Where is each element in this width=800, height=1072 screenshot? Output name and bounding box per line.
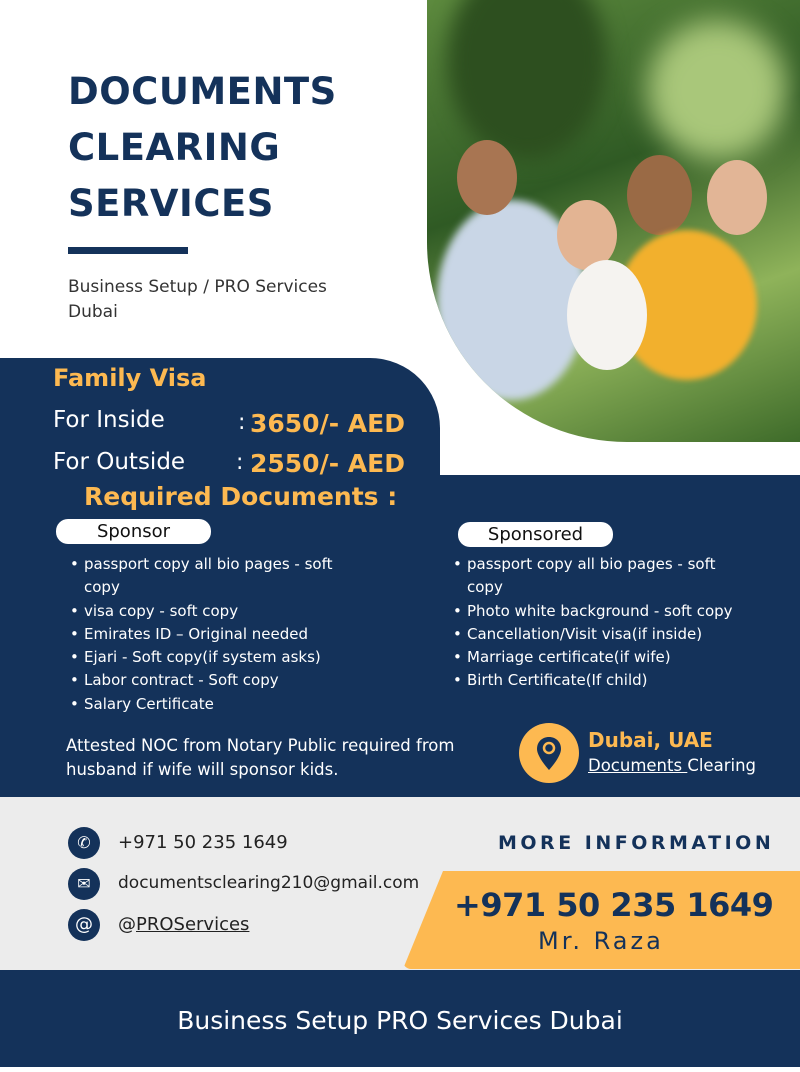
noc-note: Attested NOC from Notary Public required from husband if wife will sponsor kids. [66,736,455,779]
contact-handle[interactable] [118,914,249,935]
location-subtitle [588,756,756,775]
title-line: SERVICES [68,182,274,225]
phone-icon: ✆ [68,827,100,859]
list-item: • Photo white background - soft copy [449,600,749,623]
contact-email[interactable]: documentsclearing210@gmail.com [118,873,420,893]
location-pin-icon [519,723,579,783]
outside-price: 2550/- AED [250,449,405,478]
contact-phone[interactable]: +971 50 235 1649 [118,832,288,853]
documents-link[interactable]: Documents [588,756,688,775]
sponsor-label: Sponsor [56,519,211,544]
list-item: • Labor contract - Soft copy [66,669,356,692]
sponsored-label: Sponsored [458,522,613,547]
colon: : [236,450,244,475]
list-item: • Salary Certificate [66,693,356,716]
footer-text: Business Setup PRO Services Dubai [0,970,800,1067]
list-item: • Marriage certificate(if wife) [449,646,749,669]
sponsor-list [66,553,356,716]
location-rest: Clearing [687,756,756,775]
page-title [68,64,337,232]
list-item: • Birth Certificate(If child) [449,669,749,692]
list-item: • Cancellation/Visit visa(if inside) [449,623,749,646]
big-phone[interactable]: +971 50 235 1649 [454,886,774,924]
contact-name: Mr. Raza [538,927,664,955]
colon: : [238,410,246,435]
inside-label: For Inside [53,407,165,433]
list-item: • visa copy - soft copy [66,600,356,623]
list-item: • Ejari - Soft copy(if system asks) [66,646,356,669]
more-info-heading: MORE INFORMATION [498,832,775,854]
title-underline [68,247,188,254]
required-heading: Required Documents : [84,482,398,511]
inside-price: 3650/- AED [250,409,405,438]
title-line: DOCUMENTS [68,70,337,113]
list-item: • passport copy all bio pages - soft copy [449,553,749,600]
subtitle-line: Business Setup / PRO Services [68,277,327,297]
handle-prefix: @ [118,914,136,935]
sponsored-list [449,553,749,693]
outside-label: For Outside [53,449,186,475]
family-photo [427,0,800,442]
visa-heading: Family Visa [53,364,207,392]
at-icon: @ [68,909,100,941]
list-item: • passport copy all bio pages - soft copy [66,553,356,600]
location-city: Dubai, UAE [588,728,713,752]
subtitle-line: Dubai [68,302,118,322]
list-item: • Emirates ID – Original needed [66,623,356,646]
subtitle [68,275,327,325]
handle-link[interactable]: PROServices [136,914,250,935]
email-icon: ✉ [68,868,100,900]
title-line: CLEARING [68,126,281,169]
